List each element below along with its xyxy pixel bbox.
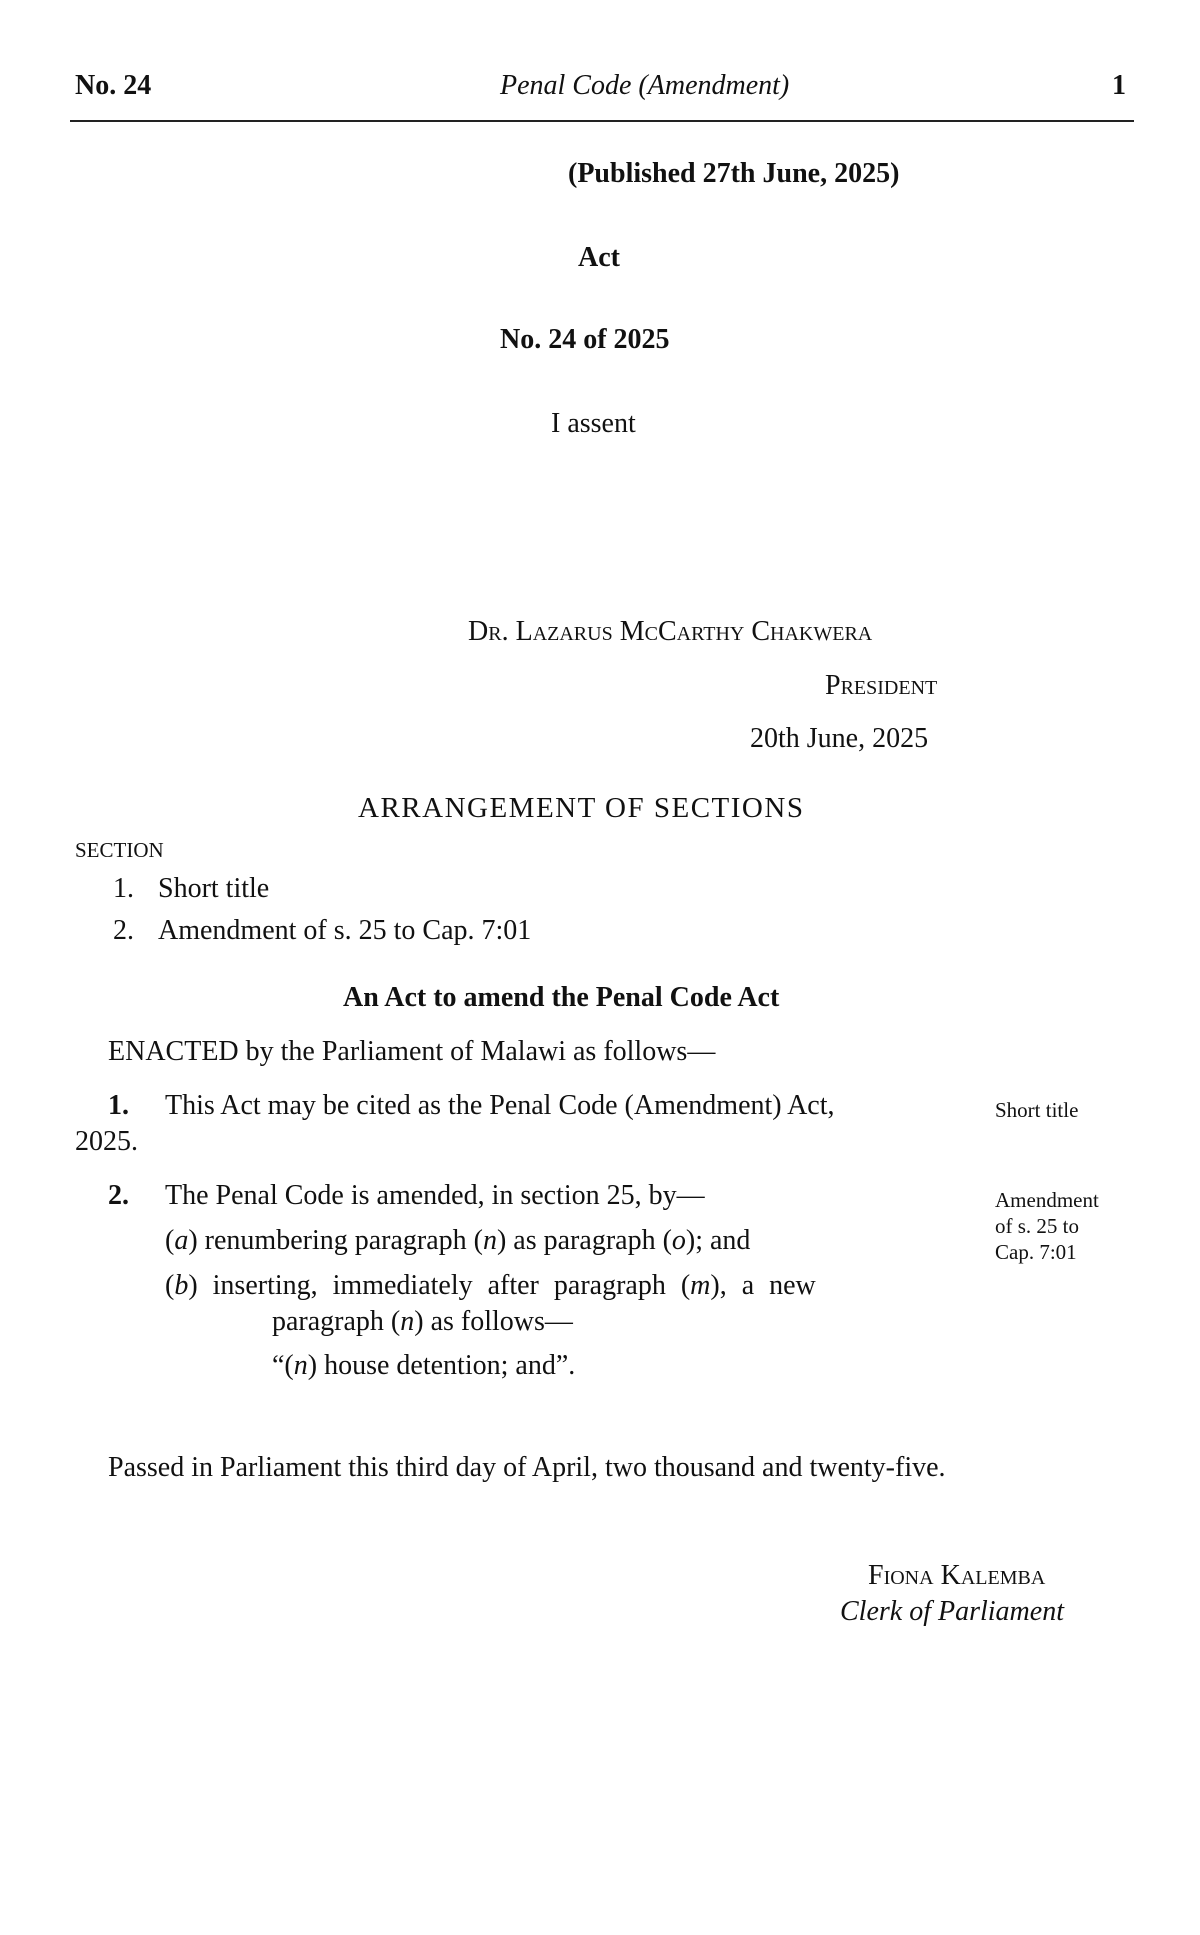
header-running-title: Penal Code (Amendment) [500, 70, 790, 101]
section-1-text-continued: 2025. [75, 1126, 138, 1157]
paragraph-a: (a) renumbering paragraph (n) as paragraph (o); and [165, 1225, 751, 1256]
paragraph-b-continued: paragraph (n) as follows— [272, 1306, 573, 1337]
long-title: An Act to amend the Penal Code Act [343, 982, 780, 1013]
section-1-margin-note: Short title [995, 1098, 1079, 1122]
header-number: No. 24 [75, 70, 152, 101]
arrangement-heading: ARRANGEMENT OF SECTIONS [358, 792, 805, 824]
paragraph-b: (b) inserting, immediately after paragraph (m), a new [165, 1270, 816, 1301]
enacting-formula: ENACTED by the Parliament of Malawi as follows— [108, 1036, 716, 1067]
passed-statement: Passed in Parliament this third day of April, two thousand and twenty-five. [108, 1452, 946, 1483]
header-rule [70, 120, 1134, 122]
section-2-number: 2. [108, 1180, 129, 1211]
published-date: (Published 27th June, 2025) [568, 158, 900, 189]
header-page-number: 1 [1112, 70, 1126, 101]
section-column-label: SECTION [75, 838, 164, 862]
section-1-number: 1. [108, 1090, 129, 1121]
section-2-intro: The Penal Code is amended, in section 25, by— [165, 1180, 705, 1211]
inserted-paragraph-quote: “(n) house detention; and”. [272, 1350, 576, 1381]
arrangement-item-title: Amendment of s. 25 to Cap. 7:01 [158, 915, 532, 946]
president-title: President [825, 670, 938, 701]
section-1-text: This Act may be cited as the Penal Code (Amendment) Act, [165, 1090, 835, 1121]
act-number: No. 24 of 2025 [500, 324, 670, 355]
arrangement-item-number: 2. [113, 915, 134, 946]
arrangement-item-number: 1. [113, 873, 134, 904]
section-2-margin-note: Amendment of s. 25 to Cap. 7:01 [995, 1188, 1099, 1264]
assent-text: I assent [551, 408, 636, 439]
arrangement-item-title: Short title [158, 873, 270, 904]
clerk-name: Fiona Kalemba [868, 1560, 1046, 1591]
clerk-title: Clerk of Parliament [840, 1596, 1064, 1627]
assent-date: 20th June, 2025 [750, 723, 929, 754]
act-label: Act [578, 242, 620, 273]
president-name: Dr. Lazarus McCarthy Chakwera [468, 616, 873, 647]
